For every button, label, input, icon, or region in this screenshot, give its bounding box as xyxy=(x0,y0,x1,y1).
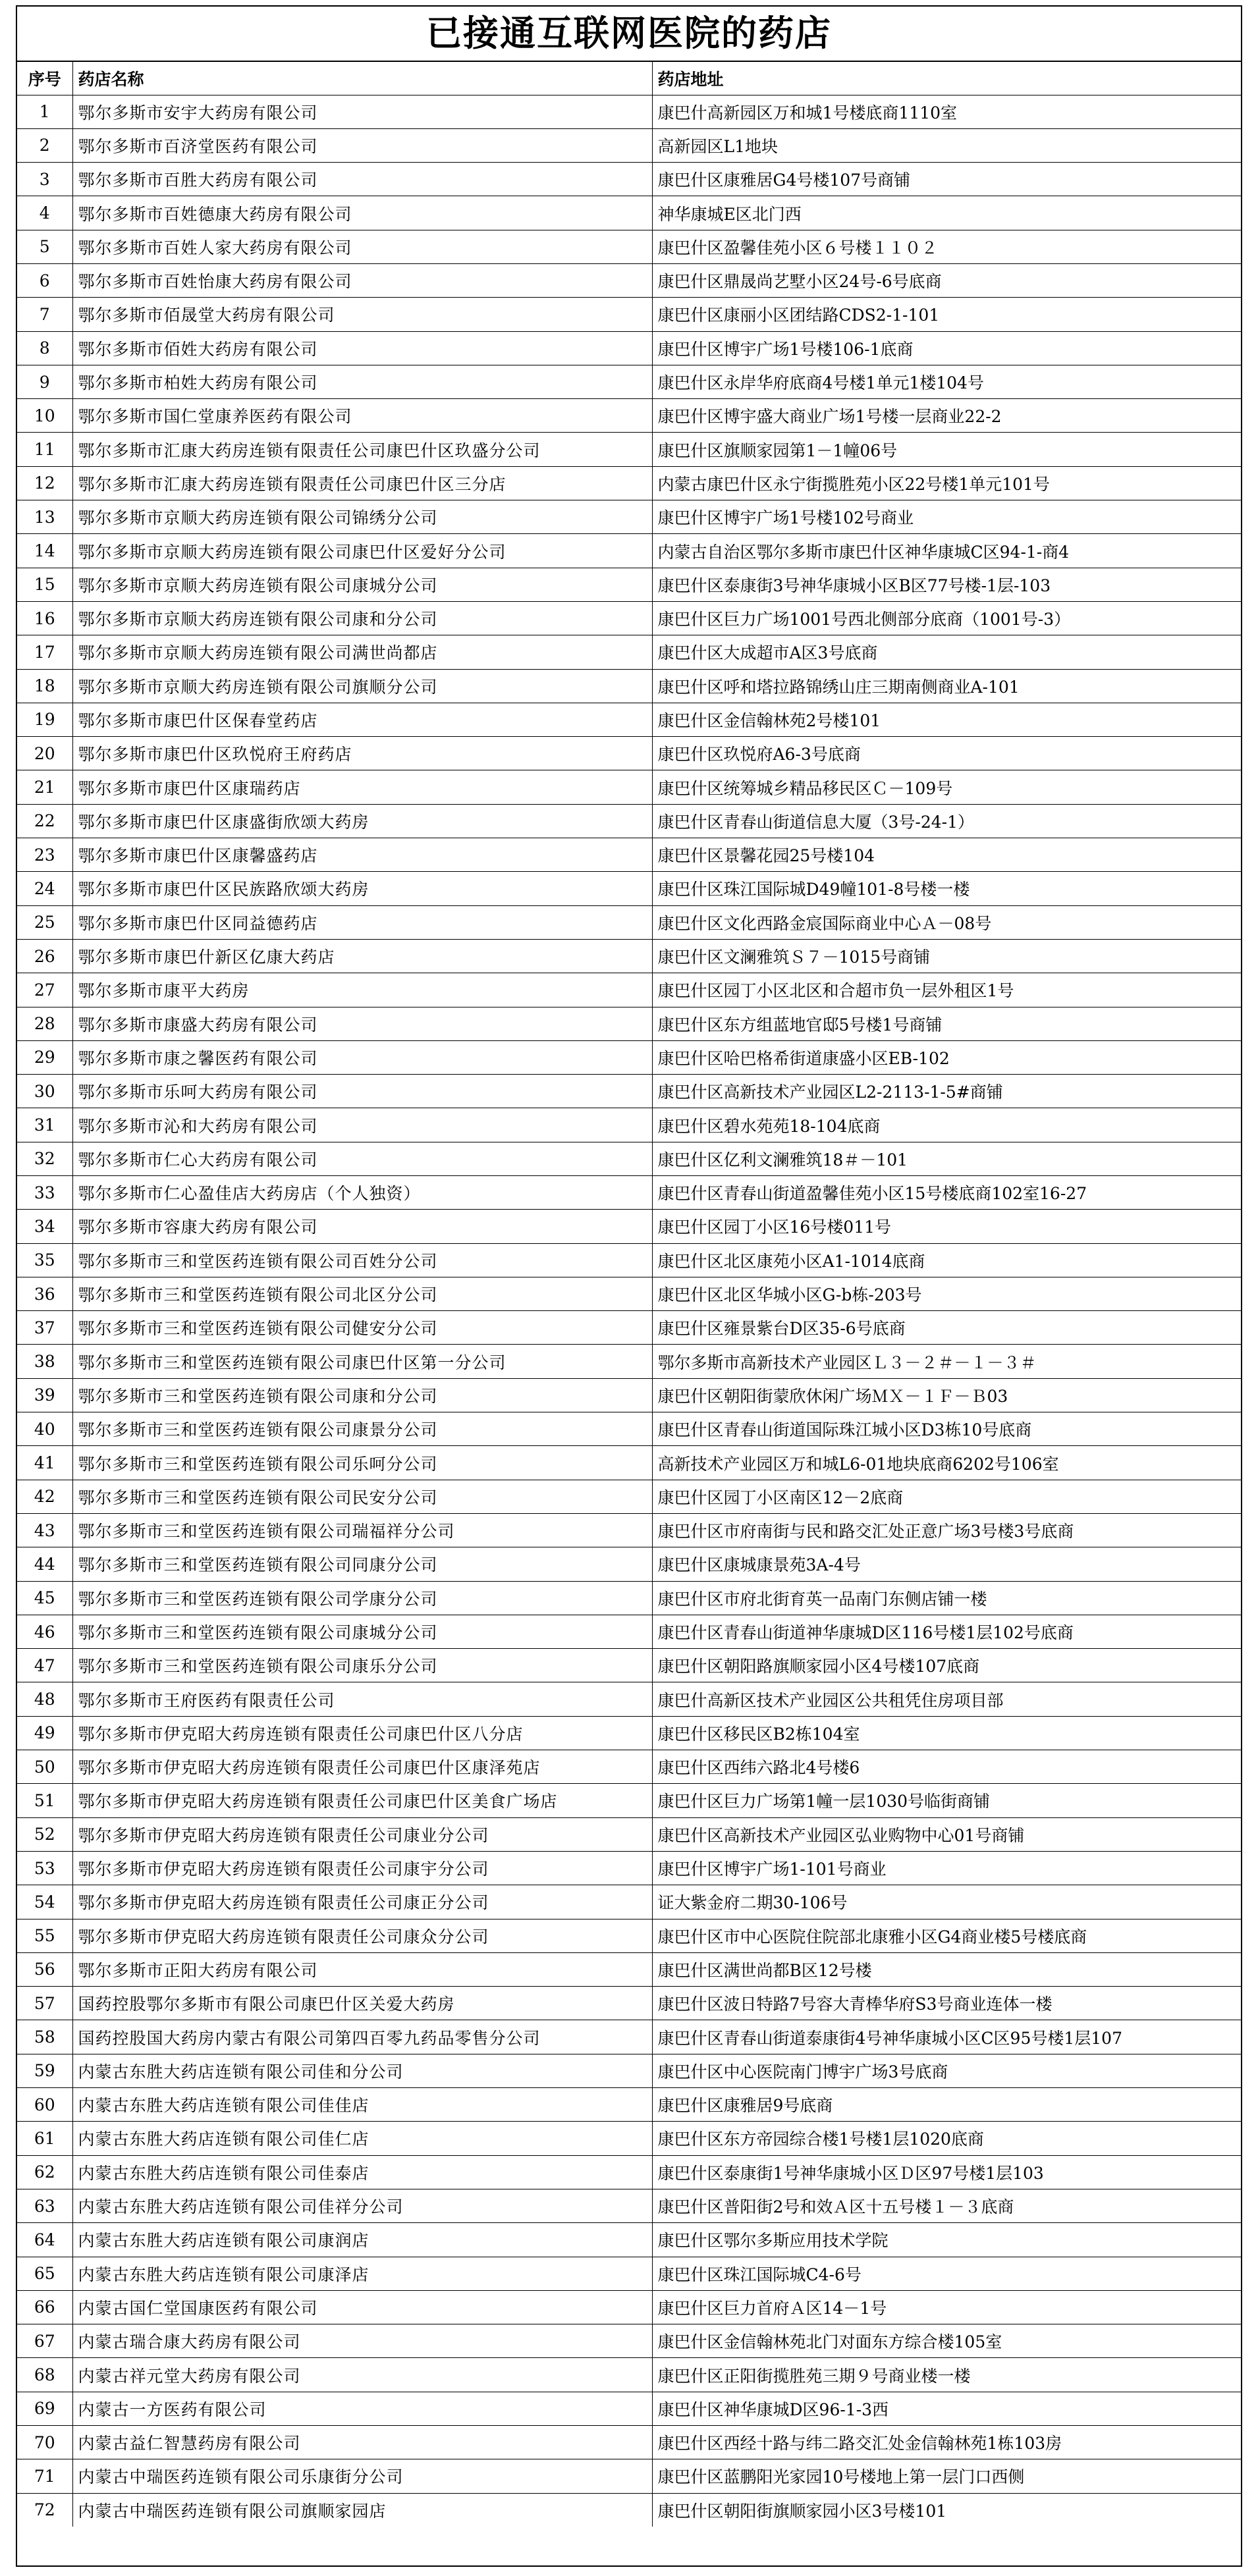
pharmacy-address: 康巴什区雍景紫台D区35-6号底商 xyxy=(652,1311,1241,1345)
pharmacy-name: 鄂尔多斯市安宇大药房有限公司 xyxy=(72,95,652,128)
pharmacy-address: 康巴什区中心医院南门博宇广场3号底商 xyxy=(652,2054,1241,2087)
pharmacy-address: 康巴什区博宇盛大商业广场1号楼一层商业22-2 xyxy=(652,399,1241,433)
table-row xyxy=(17,1851,1241,1885)
row-number: 24 xyxy=(17,872,72,905)
pharmacy-address: 康巴什区文澜雅筑Ｓ７－1015号商铺 xyxy=(652,939,1241,973)
pharmacy-address: 康巴什区巨力首府Ａ区14－1号 xyxy=(652,2290,1241,2324)
table-row xyxy=(17,433,1241,466)
pharmacy-name: 国药控股国大药房内蒙古有限公司第四百零九药品零售分公司 xyxy=(72,2020,652,2054)
pharmacy-address: 康巴什区金信翰林苑2号楼101 xyxy=(652,703,1241,736)
pharmacy-name: 鄂尔多斯市京顺大药房连锁有限公司旗顺分公司 xyxy=(72,669,652,703)
pharmacy-address: 神华康城E区北门西 xyxy=(652,196,1241,230)
pharmacy-address: 康巴什区青春山街道泰康街4号神华康城小区C区95号楼1层107 xyxy=(652,2020,1241,2054)
table-row xyxy=(17,1649,1241,1682)
row-number: 54 xyxy=(17,1885,72,1919)
pharmacy-name: 鄂尔多斯市汇康大药房连锁有限责任公司康巴什区玖盛分公司 xyxy=(72,433,652,466)
table-row xyxy=(17,1176,1241,1210)
pharmacy-name: 鄂尔多斯市汇康大药房连锁有限责任公司康巴什区三分店 xyxy=(72,466,652,500)
pharmacy-address: 康巴什区永岸华府底商4号楼1单元1楼104号 xyxy=(652,365,1241,398)
pharmacy-address: 康巴什区巨力广场第1幢一层1030号临街商铺 xyxy=(652,1784,1241,1817)
row-number: 4 xyxy=(17,196,72,230)
pharmacy-address: 康巴什区朝阳街蒙欣休闲广场ＭＸ－１Ｆ－Ｂ03 xyxy=(652,1378,1241,1412)
pharmacy-name: 鄂尔多斯市国仁堂康养医药有限公司 xyxy=(72,399,652,433)
table-row xyxy=(17,399,1241,433)
pharmacy-name: 鄂尔多斯市康巴什区玖悦府王府药店 xyxy=(72,737,652,770)
pharmacy-name: 鄂尔多斯市康巴什新区亿康大药店 xyxy=(72,939,652,973)
table-row xyxy=(17,95,1241,128)
pharmacy-name: 内蒙古祥元堂大药房有限公司 xyxy=(72,2358,652,2392)
pharmacy-name: 鄂尔多斯市王府医药有限责任公司 xyxy=(72,1682,652,1716)
table-row xyxy=(17,2324,1241,2358)
pharmacy-name: 鄂尔多斯市京顺大药房连锁有限公司康城分公司 xyxy=(72,568,652,601)
table-row xyxy=(17,1480,1241,1513)
pharmacy-name: 内蒙古东胜大药店连锁有限公司康泽店 xyxy=(72,2257,652,2290)
row-number: 15 xyxy=(17,568,72,601)
table-row xyxy=(17,365,1241,398)
pharmacy-address: 康巴什区正阳街揽胜苑三期９号商业楼一楼 xyxy=(652,2358,1241,2392)
pharmacy-address: 康巴什区市府北街育英一品南门东侧店铺一楼 xyxy=(652,1581,1241,1615)
pharmacy-address: 康巴什区珠江国际城D49幢101-8号楼一楼 xyxy=(652,872,1241,905)
row-number: 69 xyxy=(17,2392,72,2425)
table-row xyxy=(17,804,1241,838)
pharmacy-address: 康巴什区园丁小区北区和合超市负一层外租区1号 xyxy=(652,973,1241,1007)
row-number: 71 xyxy=(17,2459,72,2493)
pharmacy-address: 康巴什区高新技术产业园区L2-2113-1-5#商铺 xyxy=(652,1075,1241,1108)
pharmacy-name: 鄂尔多斯市佰姓大药房有限公司 xyxy=(72,331,652,365)
pharmacy-address: 康巴什区青春山街道信息大厦（3号-24-1） xyxy=(652,804,1241,838)
row-number: 22 xyxy=(17,804,72,838)
table-row xyxy=(17,1784,1241,1817)
table-row xyxy=(17,1716,1241,1750)
page-title: 已接通互联网医院的药店 xyxy=(17,7,1241,62)
pharmacy-name: 鄂尔多斯市康巴什区同益德药店 xyxy=(72,905,652,939)
table-row xyxy=(17,2155,1241,2189)
table-row xyxy=(17,939,1241,973)
pharmacy-name: 鄂尔多斯市康盛大药房有限公司 xyxy=(72,1007,652,1040)
row-number: 18 xyxy=(17,669,72,703)
table-row xyxy=(17,838,1241,872)
pharmacy-name: 鄂尔多斯市仁心大药房有限公司 xyxy=(72,1142,652,1175)
header-address: 药店地址 xyxy=(652,62,1241,95)
row-number: 25 xyxy=(17,905,72,939)
pharmacy-name: 鄂尔多斯市京顺大药房连锁有限公司康和分公司 xyxy=(72,601,652,635)
pharmacy-address: 康巴什区市中心医院住院部北康雅小区G4商业楼5号楼底商 xyxy=(652,1919,1241,1952)
row-number: 40 xyxy=(17,1412,72,1446)
table-row xyxy=(17,2392,1241,2425)
pharmacy-address: 康巴什区珠江国际城C4-6号 xyxy=(652,2257,1241,2290)
pharmacy-name: 鄂尔多斯市京顺大药房连锁有限公司康巴什区爱好分公司 xyxy=(72,534,652,568)
table-row xyxy=(17,466,1241,500)
pharmacy-address: 康巴什区康城康景苑3A-4号 xyxy=(652,1547,1241,1581)
table-row xyxy=(17,770,1241,804)
pharmacy-name: 鄂尔多斯市正阳大药房有限公司 xyxy=(72,1952,652,1986)
pharmacy-address: 康巴什区西纬六路北4号楼6 xyxy=(652,1750,1241,1784)
table-row xyxy=(17,737,1241,770)
table-row xyxy=(17,1581,1241,1615)
pharmacy-address: 康巴什区普阳街2号和效Ａ区十五号楼１－３底商 xyxy=(652,2189,1241,2222)
row-number: 43 xyxy=(17,1513,72,1547)
pharmacy-name: 国药控股鄂尔多斯市有限公司康巴什区关爱大药房 xyxy=(72,1987,652,2020)
pharmacy-name: 鄂尔多斯市康之馨医药有限公司 xyxy=(72,1040,652,1074)
row-number: 23 xyxy=(17,838,72,872)
table-row xyxy=(17,1210,1241,1243)
pharmacy-name: 鄂尔多斯市伊克昭大药房连锁有限责任公司康宇分公司 xyxy=(72,1851,652,1885)
row-number: 32 xyxy=(17,1142,72,1175)
pharmacy-name: 内蒙古国仁堂国康医药有限公司 xyxy=(72,2290,652,2324)
pharmacy-address: 康巴什区朝阳街旗顺家园小区3号楼101 xyxy=(652,2493,1241,2527)
pharmacy-name: 鄂尔多斯市京顺大药房连锁有限公司锦绣分公司 xyxy=(72,500,652,534)
row-number: 12 xyxy=(17,466,72,500)
pharmacy-name: 内蒙古益仁智慧药房有限公司 xyxy=(72,2425,652,2459)
pharmacy-address: 康巴什区蓝鹏阳光家园10号楼地上第一层门口西侧 xyxy=(652,2459,1241,2493)
row-number: 65 xyxy=(17,2257,72,2290)
pharmacy-address: 康巴什高新园区万和城1号楼底商1110室 xyxy=(652,95,1241,128)
pharmacy-name: 内蒙古东胜大药店连锁有限公司佳仁店 xyxy=(72,2122,652,2155)
table-row xyxy=(17,163,1241,196)
row-number: 45 xyxy=(17,1581,72,1615)
row-number: 9 xyxy=(17,365,72,398)
pharmacy-address: 康巴什区波日特路7号容大青棒华府S3号商业连体一楼 xyxy=(652,1987,1241,2020)
table-row xyxy=(17,1040,1241,1074)
row-number: 39 xyxy=(17,1378,72,1412)
row-number: 1 xyxy=(17,95,72,128)
pharmacy-address: 康巴什区文化西路金宸国际商业中心Ａ－08号 xyxy=(652,905,1241,939)
table-row xyxy=(17,1311,1241,1345)
table-row xyxy=(17,128,1241,162)
pharmacy-name: 鄂尔多斯市容康大药房有限公司 xyxy=(72,1210,652,1243)
table-row xyxy=(17,1142,1241,1175)
row-number: 41 xyxy=(17,1446,72,1480)
row-number: 35 xyxy=(17,1243,72,1277)
pharmacy-address: 康巴什区盈馨佳苑小区６号楼１１０２ xyxy=(652,230,1241,263)
pharmacy-address: 鄂尔多斯市高新技术产业园区Ｌ３－２＃－１－３＃ xyxy=(652,1345,1241,1378)
pharmacy-name: 鄂尔多斯市康巴什区康馨盛药店 xyxy=(72,838,652,872)
pharmacy-address: 康巴什区康丽小区团结路CDS2-1-101 xyxy=(652,298,1241,331)
row-number: 57 xyxy=(17,1987,72,2020)
row-number: 38 xyxy=(17,1345,72,1378)
pharmacy-address: 高新技术产业园区万和城L6-01地块底商6202号106室 xyxy=(652,1446,1241,1480)
pharmacy-name: 内蒙古东胜大药店连锁有限公司佳佳店 xyxy=(72,2088,652,2122)
pharmacy-address: 康巴什区金信翰林苑北门对面东方综合楼105室 xyxy=(652,2324,1241,2358)
row-number: 8 xyxy=(17,331,72,365)
pharmacy-name: 鄂尔多斯市三和堂医药连锁有限公司康景分公司 xyxy=(72,1412,652,1446)
pharmacy-name: 鄂尔多斯市百姓怡康大药房有限公司 xyxy=(72,263,652,297)
pharmacy-address: 康巴什区大成超市A区3号底商 xyxy=(652,635,1241,669)
row-number: 13 xyxy=(17,500,72,534)
row-number: 47 xyxy=(17,1649,72,1682)
pharmacy-address: 康巴什区东方组蓝地官邸5号楼1号商铺 xyxy=(652,1007,1241,1040)
row-number: 11 xyxy=(17,433,72,466)
row-number: 49 xyxy=(17,1716,72,1750)
pharmacy-name: 鄂尔多斯市乐呵大药房有限公司 xyxy=(72,1075,652,1108)
table-row xyxy=(17,703,1241,736)
header-name: 药店名称 xyxy=(72,62,652,95)
row-number: 19 xyxy=(17,703,72,736)
table-row xyxy=(17,298,1241,331)
table-row xyxy=(17,1750,1241,1784)
row-number: 52 xyxy=(17,1817,72,1851)
row-number: 51 xyxy=(17,1784,72,1817)
pharmacy-name: 鄂尔多斯市佰晟堂大药房有限公司 xyxy=(72,298,652,331)
pharmacy-name: 鄂尔多斯市三和堂医药连锁有限公司同康分公司 xyxy=(72,1547,652,1581)
pharmacy-name: 鄂尔多斯市康巴什区康盛街欣颂大药房 xyxy=(72,804,652,838)
pharmacy-table xyxy=(17,62,1241,2527)
table-row xyxy=(17,1378,1241,1412)
row-number: 48 xyxy=(17,1682,72,1716)
row-number: 36 xyxy=(17,1277,72,1310)
pharmacy-address: 康巴什区康雅居G4号楼107号商铺 xyxy=(652,163,1241,196)
row-number: 59 xyxy=(17,2054,72,2087)
table-row xyxy=(17,1919,1241,1952)
table-body xyxy=(17,95,1241,2527)
table-row xyxy=(17,1345,1241,1378)
pharmacy-name: 鄂尔多斯市三和堂医药连锁有限公司健安分公司 xyxy=(72,1311,652,1345)
row-number: 70 xyxy=(17,2425,72,2459)
pharmacy-name: 鄂尔多斯市伊克昭大药房连锁有限责任公司康众分公司 xyxy=(72,1919,652,1952)
pharmacy-name: 鄂尔多斯市康巴什区民族路欣颂大药房 xyxy=(72,872,652,905)
pharmacy-name: 鄂尔多斯市三和堂医药连锁有限公司瑞福祥分公司 xyxy=(72,1513,652,1547)
table-row xyxy=(17,1987,1241,2020)
pharmacy-name: 内蒙古瑞合康大药房有限公司 xyxy=(72,2324,652,2358)
row-number: 67 xyxy=(17,2324,72,2358)
pharmacy-address: 康巴什区北区华城小区G-b栋-203号 xyxy=(652,1277,1241,1310)
pharmacy-address: 康巴什区移民区B2栋104室 xyxy=(652,1716,1241,1750)
table-row xyxy=(17,1885,1241,1919)
table-row xyxy=(17,2459,1241,2493)
row-number: 28 xyxy=(17,1007,72,1040)
row-number: 56 xyxy=(17,1952,72,1986)
row-number: 66 xyxy=(17,2290,72,2324)
pharmacy-name: 鄂尔多斯市三和堂医药连锁有限公司学康分公司 xyxy=(72,1581,652,1615)
table-row xyxy=(17,635,1241,669)
pharmacy-name: 鄂尔多斯市三和堂医药连锁有限公司北区分公司 xyxy=(72,1277,652,1310)
table-row xyxy=(17,872,1241,905)
pharmacy-name: 内蒙古东胜大药店连锁有限公司佳和分公司 xyxy=(72,2054,652,2087)
pharmacy-address: 康巴什区朝阳路旗顺家园小区4号楼107底商 xyxy=(652,1649,1241,1682)
row-number: 62 xyxy=(17,2155,72,2189)
table-row xyxy=(17,263,1241,297)
row-number: 2 xyxy=(17,128,72,162)
header-no: 序号 xyxy=(17,62,72,95)
pharmacy-name: 鄂尔多斯市伊克昭大药房连锁有限责任公司康巴什区八分店 xyxy=(72,1716,652,1750)
table-row xyxy=(17,2088,1241,2122)
pharmacy-name: 内蒙古东胜大药店连锁有限公司佳祥分公司 xyxy=(72,2189,652,2222)
row-number: 53 xyxy=(17,1851,72,1885)
table-row xyxy=(17,2122,1241,2155)
pharmacy-name: 内蒙古中瑞医药连锁有限公司乐康街分公司 xyxy=(72,2459,652,2493)
table-row xyxy=(17,2290,1241,2324)
table-row xyxy=(17,1446,1241,1480)
row-number: 44 xyxy=(17,1547,72,1581)
pharmacy-name: 鄂尔多斯市百胜大药房有限公司 xyxy=(72,163,652,196)
table-row xyxy=(17,1108,1241,1142)
pharmacy-name: 鄂尔多斯市康平大药房 xyxy=(72,973,652,1007)
table-row xyxy=(17,534,1241,568)
table-row xyxy=(17,1547,1241,1581)
row-number: 7 xyxy=(17,298,72,331)
pharmacy-address: 康巴什高新区技术产业园区公共租凭住房项目部 xyxy=(652,1682,1241,1716)
table-row xyxy=(17,1682,1241,1716)
pharmacy-name: 鄂尔多斯市百姓德康大药房有限公司 xyxy=(72,196,652,230)
pharmacy-name: 鄂尔多斯市康巴什区康瑞药店 xyxy=(72,770,652,804)
pharmacy-address: 康巴什区青春山街道国际珠江城小区D3栋10号底商 xyxy=(652,1412,1241,1446)
row-number: 20 xyxy=(17,737,72,770)
row-number: 50 xyxy=(17,1750,72,1784)
table-row xyxy=(17,2054,1241,2087)
pharmacy-address: 康巴什区康雅居9号底商 xyxy=(652,2088,1241,2122)
table-row xyxy=(17,568,1241,601)
pharmacy-address: 康巴什区泰康街3号神华康城小区B区77号楼-1层-103 xyxy=(652,568,1241,601)
pharmacy-address: 内蒙古自治区鄂尔多斯市康巴什区神华康城C区94-1-商4 xyxy=(652,534,1241,568)
row-number: 3 xyxy=(17,163,72,196)
row-number: 34 xyxy=(17,1210,72,1243)
table-row xyxy=(17,1952,1241,1986)
table-row xyxy=(17,2223,1241,2257)
table-header-row xyxy=(17,62,1241,95)
pharmacy-address: 康巴什区旗顺家园第1－1幢06号 xyxy=(652,433,1241,466)
pharmacy-name: 鄂尔多斯市三和堂医药连锁有限公司民安分公司 xyxy=(72,1480,652,1513)
table-row xyxy=(17,601,1241,635)
row-number: 42 xyxy=(17,1480,72,1513)
row-number: 6 xyxy=(17,263,72,297)
row-number: 60 xyxy=(17,2088,72,2122)
table-row xyxy=(17,973,1241,1007)
table-row xyxy=(17,1277,1241,1310)
pharmacy-name: 内蒙古一方医药有限公司 xyxy=(72,2392,652,2425)
pharmacy-address: 高新园区L1地块 xyxy=(652,128,1241,162)
row-number: 17 xyxy=(17,635,72,669)
table-row xyxy=(17,1007,1241,1040)
row-number: 72 xyxy=(17,2493,72,2527)
row-number: 10 xyxy=(17,399,72,433)
pharmacy-address: 康巴什区神华康城D区96-1-3西 xyxy=(652,2392,1241,2425)
row-number: 26 xyxy=(17,939,72,973)
pharmacy-name: 鄂尔多斯市百济堂医药有限公司 xyxy=(72,128,652,162)
row-number: 29 xyxy=(17,1040,72,1074)
pharmacy-address: 康巴什区博宇广场1-101号商业 xyxy=(652,1851,1241,1885)
pharmacy-address: 康巴什区呼和塔拉路锦绣山庄三期南侧商业A-101 xyxy=(652,669,1241,703)
pharmacy-address: 康巴什区景馨花园25号楼104 xyxy=(652,838,1241,872)
pharmacy-name: 内蒙古中瑞医药连锁有限公司旗顺家园店 xyxy=(72,2493,652,2527)
pharmacy-name: 鄂尔多斯市伊克昭大药房连锁有限责任公司康正分公司 xyxy=(72,1885,652,1919)
table-row xyxy=(17,1412,1241,1446)
table-row xyxy=(17,2493,1241,2527)
pharmacy-name: 鄂尔多斯市康巴什区保春堂药店 xyxy=(72,703,652,736)
pharmacy-address: 康巴什区博宇广场1号楼106-1底商 xyxy=(652,331,1241,365)
row-number: 61 xyxy=(17,2122,72,2155)
pharmacy-address: 内蒙古康巴什区永宁街揽胜苑小区22号楼1单元101号 xyxy=(652,466,1241,500)
pharmacy-address: 康巴什区亿利文澜雅筑18＃－101 xyxy=(652,1142,1241,1175)
pharmacy-name: 鄂尔多斯市伊克昭大药房连锁有限责任公司康业分公司 xyxy=(72,1817,652,1851)
row-number: 27 xyxy=(17,973,72,1007)
pharmacy-address: 康巴什区巨力广场1001号西北侧部分底商（1001号-3） xyxy=(652,601,1241,635)
table-row xyxy=(17,2189,1241,2222)
pharmacy-address: 康巴什区博宇广场1号楼102号商业 xyxy=(652,500,1241,534)
row-number: 33 xyxy=(17,1176,72,1210)
row-number: 64 xyxy=(17,2223,72,2257)
pharmacy-address: 康巴什区泰康街1号神华康城小区Ｄ区97号楼1层103 xyxy=(652,2155,1241,2189)
pharmacy-name: 鄂尔多斯市仁心盈佳店大药房店（个人独资） xyxy=(72,1176,652,1210)
row-number: 68 xyxy=(17,2358,72,2392)
pharmacy-name: 内蒙古东胜大药店连锁有限公司康润店 xyxy=(72,2223,652,2257)
pharmacy-address: 康巴什区园丁小区16号楼011号 xyxy=(652,1210,1241,1243)
pharmacy-name: 内蒙古东胜大药店连锁有限公司佳泰店 xyxy=(72,2155,652,2189)
table-row xyxy=(17,2358,1241,2392)
pharmacy-address: 康巴什区园丁小区南区12－2底商 xyxy=(652,1480,1241,1513)
table-row xyxy=(17,1817,1241,1851)
row-number: 14 xyxy=(17,534,72,568)
pharmacy-name: 鄂尔多斯市三和堂医药连锁有限公司百姓分公司 xyxy=(72,1243,652,1277)
pharmacy-address: 康巴什区青春山街道盈馨佳苑小区15号楼底商102室16-27 xyxy=(652,1176,1241,1210)
pharmacy-name: 鄂尔多斯市三和堂医药连锁有限公司乐呵分公司 xyxy=(72,1446,652,1480)
table-row xyxy=(17,669,1241,703)
row-number: 37 xyxy=(17,1311,72,1345)
pharmacy-address: 康巴什区玖悦府A6-3号底商 xyxy=(652,737,1241,770)
row-number: 16 xyxy=(17,601,72,635)
table-row xyxy=(17,1075,1241,1108)
pharmacy-name: 鄂尔多斯市伊克昭大药房连锁有限责任公司康巴什区美食广场店 xyxy=(72,1784,652,1817)
pharmacy-address: 康巴什区满世尚都B区12号楼 xyxy=(652,1952,1241,1986)
table-row xyxy=(17,500,1241,534)
pharmacy-name: 鄂尔多斯市伊克昭大药房连锁有限责任公司康巴什区康泽苑店 xyxy=(72,1750,652,1784)
row-number: 63 xyxy=(17,2189,72,2222)
pharmacy-name: 鄂尔多斯市三和堂医药连锁有限公司康城分公司 xyxy=(72,1615,652,1648)
row-number: 5 xyxy=(17,230,72,263)
pharmacy-address: 康巴什区北区康苑小区A1-1014底商 xyxy=(652,1243,1241,1277)
row-number: 55 xyxy=(17,1919,72,1952)
row-number: 31 xyxy=(17,1108,72,1142)
table-row xyxy=(17,230,1241,263)
table-row xyxy=(17,331,1241,365)
pharmacy-list-sheet xyxy=(16,5,1242,2567)
row-number: 46 xyxy=(17,1615,72,1648)
pharmacy-address: 康巴什区高新技术产业园区弘业购物中心01号商铺 xyxy=(652,1817,1241,1851)
row-number: 21 xyxy=(17,770,72,804)
pharmacy-address: 康巴什区鼎晟尚艺墅小区24号-6号底商 xyxy=(652,263,1241,297)
pharmacy-address: 康巴什区统筹城乡精品移民区Ｃ－109号 xyxy=(652,770,1241,804)
pharmacy-name: 鄂尔多斯市柏姓大药房有限公司 xyxy=(72,365,652,398)
table-row xyxy=(17,2425,1241,2459)
pharmacy-name: 鄂尔多斯市京顺大药房连锁有限公司满世尚都店 xyxy=(72,635,652,669)
row-number: 30 xyxy=(17,1075,72,1108)
pharmacy-address: 康巴什区东方帝园综合楼1号楼1层1020底商 xyxy=(652,2122,1241,2155)
pharmacy-address: 康巴什区碧水苑苑18-104底商 xyxy=(652,1108,1241,1142)
table-row xyxy=(17,1615,1241,1648)
pharmacy-address: 康巴什区西经十路与纬二路交汇处金信翰林苑1栋103房 xyxy=(652,2425,1241,2459)
table-row xyxy=(17,1243,1241,1277)
pharmacy-name: 鄂尔多斯市三和堂医药连锁有限公司康和分公司 xyxy=(72,1378,652,1412)
table-row xyxy=(17,1513,1241,1547)
pharmacy-address: 康巴什区市府南街与民和路交汇处正意广场3号楼3号底商 xyxy=(652,1513,1241,1547)
pharmacy-address: 康巴什区哈巴格希街道康盛小区EB-102 xyxy=(652,1040,1241,1074)
pharmacy-name: 鄂尔多斯市百姓人家大药房有限公司 xyxy=(72,230,652,263)
pharmacy-name: 鄂尔多斯市沁和大药房有限公司 xyxy=(72,1108,652,1142)
table-row xyxy=(17,2257,1241,2290)
table-row xyxy=(17,196,1241,230)
pharmacy-name: 鄂尔多斯市三和堂医药连锁有限公司康巴什区第一分公司 xyxy=(72,1345,652,1378)
pharmacy-name: 鄂尔多斯市三和堂医药连锁有限公司康乐分公司 xyxy=(72,1649,652,1682)
pharmacy-address: 证大紫金府二期30-106号 xyxy=(652,1885,1241,1919)
pharmacy-address: 康巴什区鄂尔多斯应用技术学院 xyxy=(652,2223,1241,2257)
row-number: 58 xyxy=(17,2020,72,2054)
pharmacy-address: 康巴什区青春山街道神华康城D区116号楼1层102号底商 xyxy=(652,1615,1241,1648)
table-row xyxy=(17,2020,1241,2054)
table-row xyxy=(17,905,1241,939)
